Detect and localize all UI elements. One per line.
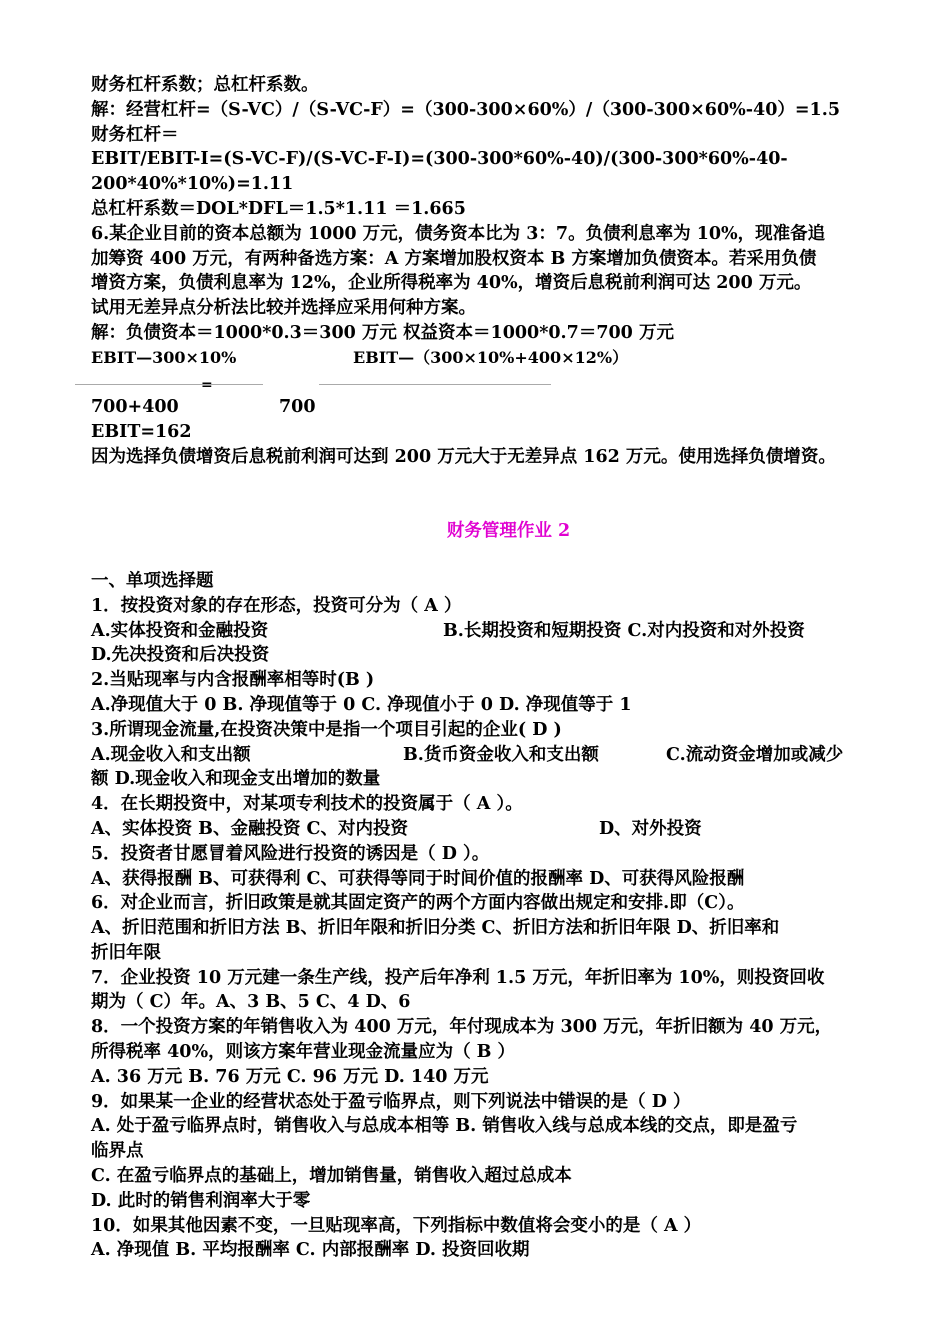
question-8-options: A. 36 万元 B. 76 万元 C. 96 万元 D. 140 万元: [91, 1066, 489, 1087]
conclusion-line: 因为选择负债增资后息税前利润可达到 200 万元大于无差异点 162 万元。使用选择负债增资。: [91, 446, 836, 467]
option-c: C.流动资金增加或减少: [666, 744, 844, 765]
question-9-option-d: D. 此时的销售利润率大于零: [91, 1190, 311, 1211]
option-d: D、对外投资: [599, 818, 702, 839]
numerator-right: EBIT—（300×10%+400×12%）: [353, 347, 629, 367]
fraction-bar-left: [75, 384, 263, 385]
text-line: 财务杠杆系数；总杠杆系数。: [91, 75, 319, 95]
denominator-left: 700+400: [91, 397, 179, 418]
question-1: 1．按投资对象的存在形态，投资可分为（ A ）: [91, 595, 462, 616]
denominator-right: 700: [279, 397, 316, 418]
fraction-bar-right: [319, 384, 551, 385]
text-line: 财务杠杆＝: [91, 124, 179, 145]
question-3: 3.所谓现金流量,在投资决策中是指一个项目引起的企业( D ): [91, 719, 562, 740]
question-2-options: A.净现值大于 0 B. 净现值等于 0 C. 净现值小于 0 D. 净现值等于 1: [91, 694, 632, 715]
question-3-options: [91, 743, 866, 768]
equals-sign: =: [201, 376, 213, 393]
text-line: 200*40%*10%)=1.11: [91, 174, 294, 195]
question-5-options: A、获得报酬 B、可获得利 C、可获得等同于时间价值的报酬率 D、可获得风险报酬: [91, 868, 745, 889]
question-5: 5．投资者甘愿冒着风险进行投资的诱因是（ D ）。: [91, 843, 490, 864]
option-a: A.实体投资和金融投资: [91, 620, 269, 641]
section-heading: 一、单项选择题: [91, 570, 214, 591]
document-page: [91, 73, 866, 1263]
ebit-result: EBIT=162: [91, 422, 192, 443]
question-9-option-a-b: A. 处于盈亏临界点时，销售收入与总成本相等 B. 销售收入线与总成本线的交点，即是盈亏: [91, 1116, 798, 1137]
solution-line: 解：负债资本＝1000*0.3＝300 万元 权益资本＝1000*0.7＝700 万元: [91, 322, 674, 343]
question-4-options: [91, 817, 866, 842]
question-9-option-c: C. 在盈亏临界点的基础上，增加销售量，销售收入超过总成本: [91, 1166, 572, 1187]
question-6-line: 6.某企业目前的资本总额为 1000 万元，债务资本比为 3：7。负债利息率为 10%，现准备追: [91, 223, 826, 244]
option-b: B.货币资金收入和支出额: [403, 744, 599, 765]
option-a-c: A、实体投资 B、金融投资 C、对内投资: [91, 818, 408, 839]
question-1-option-d: D.先决投资和后决投资: [91, 645, 270, 666]
question-9-option-b-cont: 临界点: [91, 1141, 144, 1162]
option-b-c: B.长期投资和短期投资 C.对内投资和对外投资: [443, 620, 805, 641]
text-line: 总杠杆系数＝DOL*DFL＝1.5*1.11 ＝1.665: [91, 198, 466, 219]
question-4: 4．在长期投资中，对某项专利技术的投资属于（ A ）。: [91, 794, 523, 815]
question-7-cont: 期为（ C）年。A、3 B、5 C、4 D、6: [91, 992, 411, 1013]
question-6: 6．对企业而言，折旧政策是就其固定资产的两个方面内容做出规定和安排.即（C）。: [91, 893, 745, 914]
fraction-bars: [91, 371, 866, 396]
question-6-line: 增资方案，负债利息率为 12%，企业所得税率为 40%，增资后息税前利润可达 200 万元。: [91, 273, 812, 294]
question-8: 8．一个投资方案的年销售收入为 400 万元，年付现成本为 300 万元，年折旧额为 40 万元，: [91, 1017, 833, 1038]
question-3-option-d: 额 D.现金收入和现金支出增加的数量: [91, 769, 381, 790]
question-7: 7．企业投资 10 万元建一条生产线，投产后年净利 1.5 万元，年折旧率为 10%，则投资回收: [91, 967, 825, 988]
question-10: 10．如果其他因素不变，一旦贴现率高，下列指标中数值将会变小的是（ A ）: [91, 1215, 702, 1236]
fraction-numerators: [91, 346, 866, 371]
text-line: EBIT/EBIT-I=(S-VC-F)/(S-VC-F-I)=(300-300*60%-40)/(300-300*60%-40-: [91, 149, 788, 170]
question-6-options-cont: 折旧年限: [91, 942, 161, 963]
question-6-line: 加筹资 400 万元，有两种备选方案：A 方案增加股权资本 B 方案增加负债资本。若采用负债: [91, 248, 817, 269]
question-10-options: A. 净现值 B. 平均报酬率 C. 内部报酬率 D. 投资回收期: [91, 1240, 530, 1261]
fraction-denominators: [91, 395, 866, 420]
section-title: 财务管理作业 2: [446, 521, 571, 542]
question-6-line: 试用无差异点分析法比较并选择应采用何种方案。: [91, 298, 476, 319]
question-6-options: A、折旧范围和折旧方法 B、折旧年限和折旧分类 C、折旧方法和折旧年限 D、折旧率和: [91, 918, 780, 939]
text-line: 解：经营杠杆=（S-VC）/（S-VC-F）=（300-300×60%）/（300-300×60%-40）=1.5: [91, 99, 841, 120]
question-9: 9．如果某一企业的经营状态处于盈亏临界点，则下列说法中错误的是（ D ）: [91, 1091, 691, 1112]
question-1-options: [91, 619, 866, 644]
option-a: A.现金收入和支出额: [91, 744, 251, 765]
numerator-left: EBIT—300×10%: [91, 347, 237, 367]
question-2: 2.当贴现率与内含报酬率相等时(B ): [91, 670, 375, 691]
question-8-cont: 所得税率 40%，则该方案年营业现金流量应为（ B ）: [91, 1042, 516, 1063]
